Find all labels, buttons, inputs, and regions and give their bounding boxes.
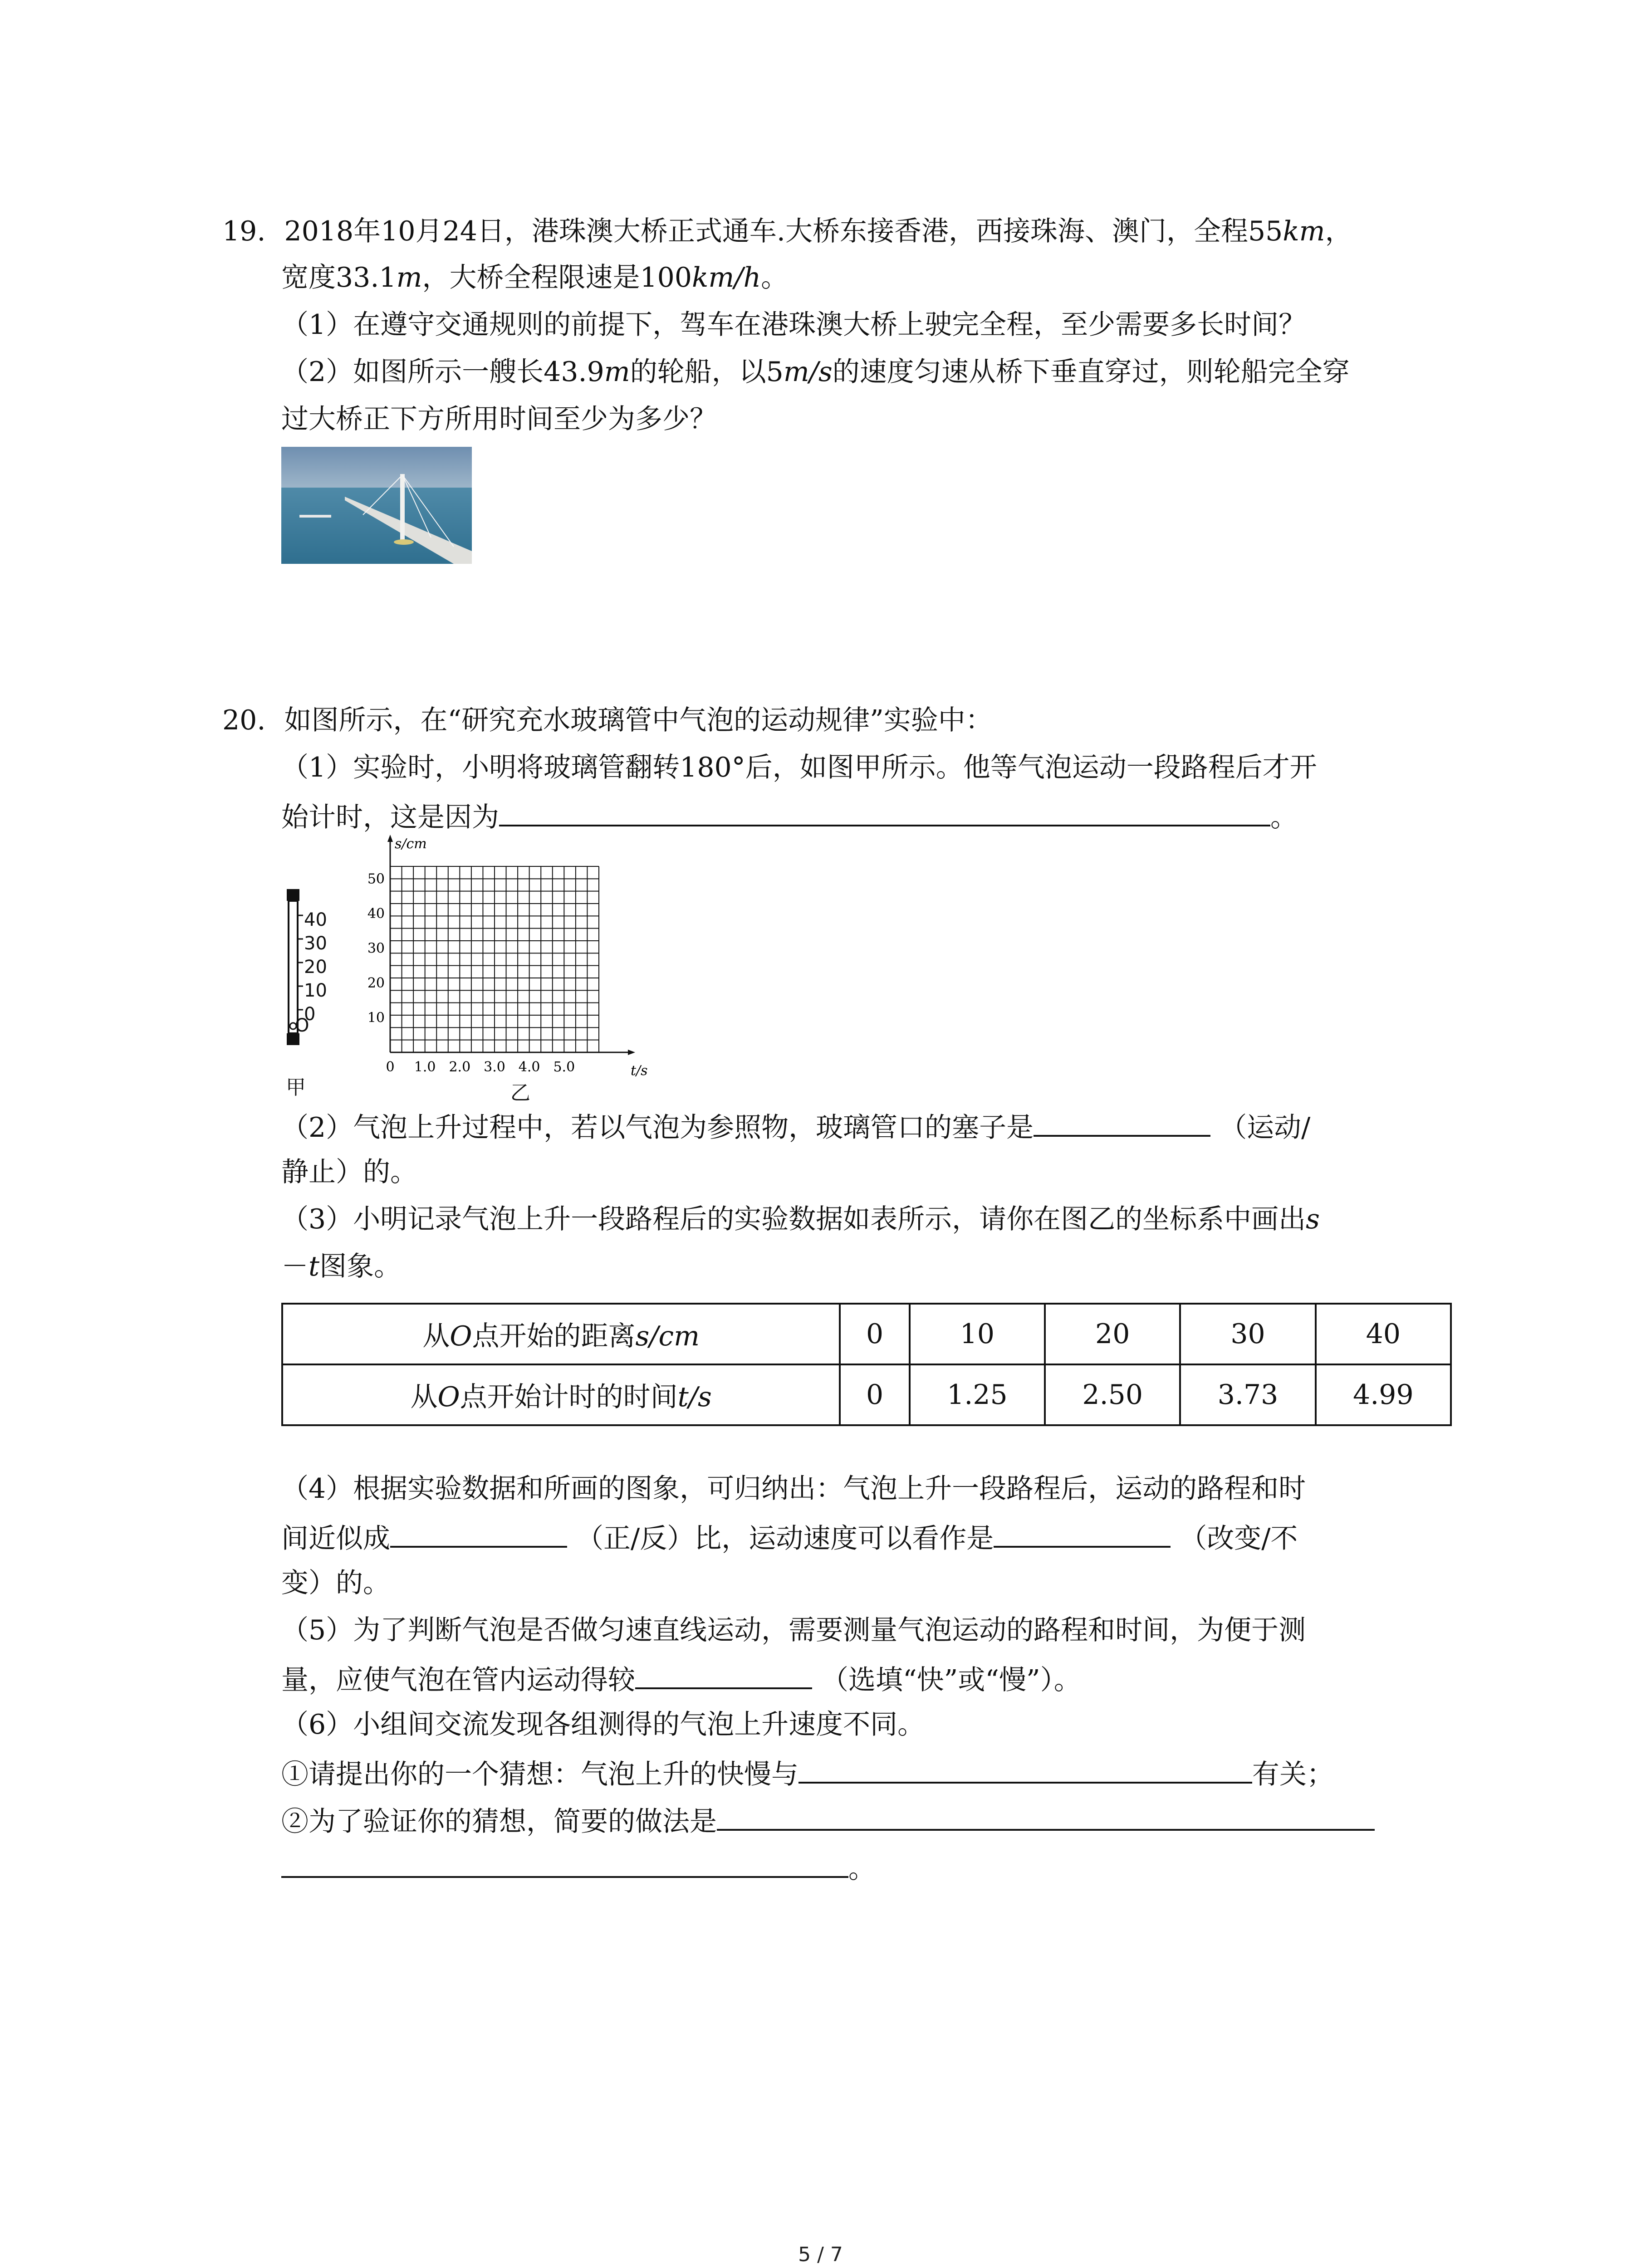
x-tick-label: 5.0 xyxy=(553,1059,575,1075)
tube-tick-40: 40 xyxy=(304,909,327,930)
answer-blank-6[interactable] xyxy=(798,1754,1252,1784)
q20-number: 20. xyxy=(222,704,266,736)
y-tick-label: 10 xyxy=(367,1010,385,1026)
x-axis-label: t/s xyxy=(631,1063,648,1079)
tube-tick-20: 20 xyxy=(304,957,327,978)
y-axis-arrow xyxy=(387,835,393,842)
q20-p6-line1: （6）小组间交流发现各组测得的气泡上升速度不同。 xyxy=(281,1709,925,1740)
y-axis-label: s/cm xyxy=(395,836,427,852)
answer-blank-3[interactable] xyxy=(390,1518,567,1548)
data-table xyxy=(281,1303,1452,1426)
answer-blank-8[interactable] xyxy=(281,1848,848,1878)
y-tick-label: 30 xyxy=(367,940,385,957)
table-cell: 10 xyxy=(910,1304,1045,1364)
figure-label-jia: 甲 xyxy=(286,1076,306,1099)
q19-sub2-line2: 过大桥正下方所用时间至少为多少？ xyxy=(281,403,717,435)
q20-p4-line2: 间近似成 （正/反）比，运动速度可以看作是 （改变/不 xyxy=(281,1518,1298,1557)
answer-blank-4[interactable] xyxy=(994,1518,1171,1548)
bridge-photo xyxy=(281,447,472,564)
y-tick-label: 50 xyxy=(367,871,385,887)
q20-p1-line2: 始计时，这是因为 。 xyxy=(281,797,1298,836)
table-cell: 4.99 xyxy=(1316,1364,1451,1425)
figure-label-yi: 乙 xyxy=(510,1081,530,1105)
x-tick-label: 2.0 xyxy=(449,1059,471,1075)
x-tick-label: 4.0 xyxy=(518,1059,540,1075)
q20-intro: 20. 如图所示，在“研究充水玻璃管中气泡的运动规律”实验中： xyxy=(222,704,993,736)
table-row-label: 从O点开始的距离s/cm xyxy=(282,1304,840,1364)
answer-blank-1[interactable] xyxy=(499,797,1270,826)
tube-bubble-label: O xyxy=(295,1015,309,1036)
tube-tick-10: 10 xyxy=(304,980,327,1001)
q20-p4-line3: 变）的。 xyxy=(281,1567,390,1599)
answer-blank-7[interactable] xyxy=(717,1801,1375,1831)
table-cell: 40 xyxy=(1316,1304,1451,1364)
x-axis-arrow xyxy=(628,1050,635,1055)
q20-p4-line1: （4）根据实验数据和所画的图象，可归纳出：气泡上升一段路程后，运动的路程和时 xyxy=(281,1473,1306,1505)
table-cell: 0 xyxy=(840,1364,910,1425)
table-cell: 0 xyxy=(840,1304,910,1364)
answer-blank-5[interactable] xyxy=(635,1659,812,1689)
table-row xyxy=(282,1304,1451,1364)
q20-p3-line2: －t图象。 xyxy=(281,1251,402,1282)
y-tick-label: 40 xyxy=(367,905,385,922)
x-tick-label: 1.0 xyxy=(414,1059,436,1075)
q20-p6-line2: ①请提出你的一个猜想：气泡上升的快慢与 有关； xyxy=(281,1754,1334,1793)
st-grid-chart xyxy=(363,835,690,1080)
q20-p2-line2: 静止）的。 xyxy=(281,1156,417,1188)
table-row-label: 从O点开始计时的时间t/s xyxy=(282,1364,840,1425)
table-cell: 1.25 xyxy=(910,1364,1045,1425)
table-row xyxy=(282,1364,1451,1425)
q19-number: 19. xyxy=(222,215,266,247)
q20-p6-line3: ②为了验证你的猜想，简要的做法是 xyxy=(281,1801,1375,1840)
x-tick-label: 3.0 xyxy=(484,1059,505,1075)
q20-p6-line4: 。 xyxy=(281,1848,876,1887)
q19-line1: 19. 2018年10月24日，港珠澳大桥正式通车.大桥东接香港，西接珠海、澳门，全程55km， xyxy=(222,215,1352,247)
q20-p5-line1: （5）为了判断气泡是否做匀速直线运动，需要测量气泡运动的路程和时间，为便于测 xyxy=(281,1614,1306,1646)
table-cell: 30 xyxy=(1180,1304,1315,1364)
q20-p1-line1: （1）实验时，小明将玻璃管翻转180°后，如图甲所示。他等气泡运动一段路程后才开 xyxy=(281,752,1317,783)
table-cell: 2.50 xyxy=(1045,1364,1180,1425)
page-number: 5 / 7 xyxy=(798,2243,843,2266)
q20-p2-line1: （2）气泡上升过程中，若以气泡为参照物，玻璃管口的塞子是 （运动/ xyxy=(281,1107,1310,1146)
y-tick-label: 20 xyxy=(367,975,385,991)
table-cell: 3.73 xyxy=(1180,1364,1315,1425)
q19-sub2: （2）如图所示一艘长43.9m的轮船，以5m/s的速度匀速从桥下垂直穿过，则轮船完全穿 xyxy=(281,356,1350,388)
answer-blank-2[interactable] xyxy=(1034,1107,1210,1137)
table-cell: 20 xyxy=(1045,1304,1180,1364)
x-tick-label: 0 xyxy=(386,1059,395,1075)
q19-line2: 宽度33.1m，大桥全程限速是100km/h。 xyxy=(281,262,789,293)
q19-sub1: （1）在遵守交通规则的前提下，驾车在港珠澳大桥上驶完全程，至少需要多长时间？ xyxy=(281,309,1306,341)
tube-tick-30: 30 xyxy=(304,933,327,954)
tube-tick-0: 0 xyxy=(304,1004,316,1025)
q20-p3-line1: （3）小明记录气泡上升一段路程后的实验数据如表所示，请你在图乙的坐标系中画出s xyxy=(281,1203,1320,1235)
q20-p5-line2: 量，应使气泡在管内运动得较 （选填“快”或“慢”）。 xyxy=(281,1659,1081,1698)
